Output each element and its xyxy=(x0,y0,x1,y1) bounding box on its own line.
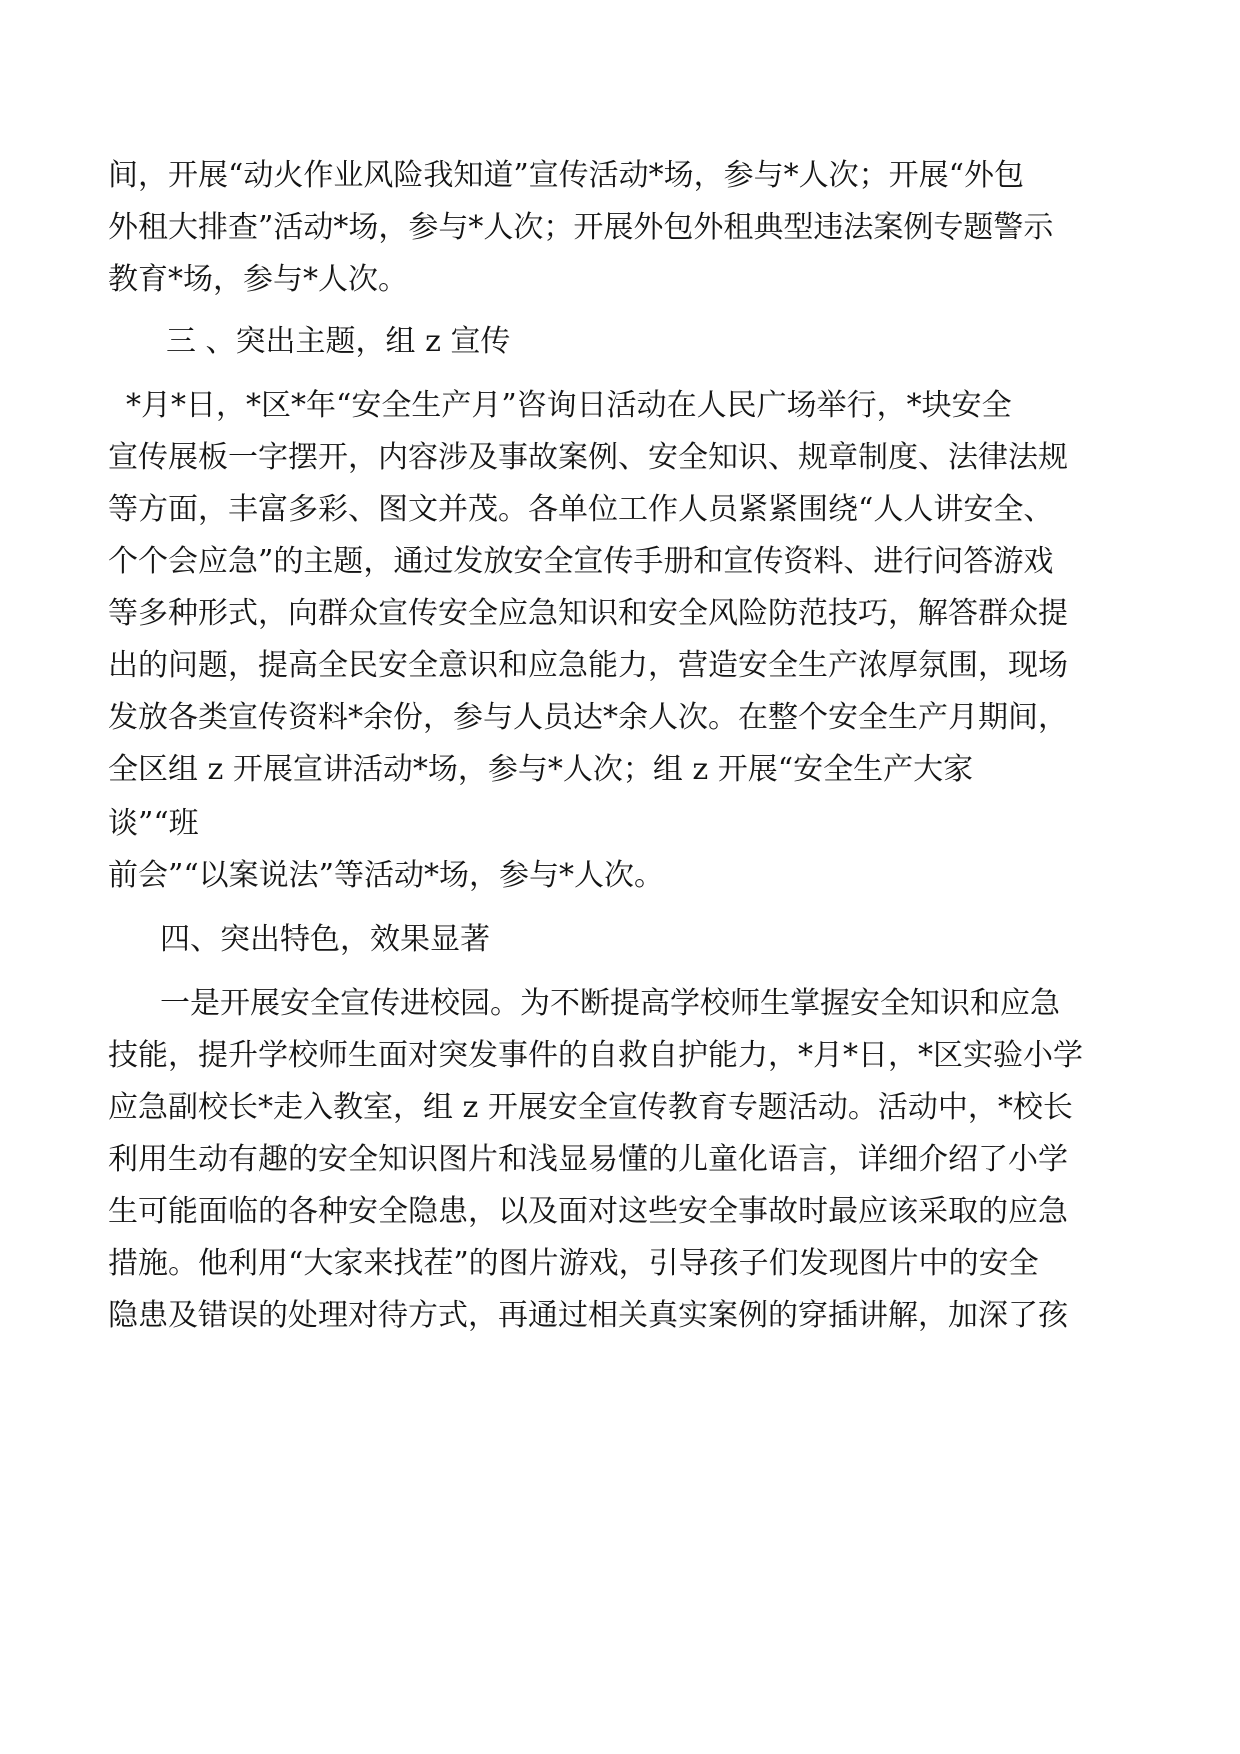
section-heading-4: 四、突出特色，效果显著 xyxy=(160,922,490,957)
text-line: 利用生动有趣的安全知识图片和浅显易懂的儿童化语言，详细介绍了小学 xyxy=(108,1142,1068,1177)
text-line: 应急副校长*走入教室，组 z 开展安全宣传教育专题活动。活动中，*校长 xyxy=(108,1090,1073,1125)
text-line: 隐患及错误的处理对待方式，再通过相关真实案例的穿插讲解，加深了孩 xyxy=(108,1298,1068,1333)
text-line: 前会”“以案说法”等活动*场，参与*人次。 xyxy=(108,858,665,893)
text-line: 谈”“班 xyxy=(108,806,199,841)
text-line: 出的问题，提高全民安全意识和应急能力，营造安全生产浓厚氛围，现场 xyxy=(108,648,1068,683)
text-line: 一是开展安全宣传进校园。为不断提高学校师生掌握安全知识和应急 xyxy=(160,986,1060,1021)
text-line: 等多种形式，向群众宣传安全应急知识和安全风险防范技巧，解答群众提 xyxy=(108,596,1068,631)
section-heading-3: 三 、突出主题，组 z 宣传 xyxy=(166,324,511,359)
text-line: 间，开展“动火作业风险我知道”宣传活动*场，参与*人次；开展“外包 xyxy=(108,158,1025,193)
text-line: *月*日，*区*年“安全生产月”咨询日活动在人民广场举行，*块安全 xyxy=(126,388,1012,423)
text-line: 技能，提升学校师生面对突发事件的自救自护能力，*月*日，*区实验小学 xyxy=(108,1038,1083,1073)
text-line: 个个会应急”的主题，通过发放安全宣传手册和宣传资料、进行问答游戏 xyxy=(108,544,1054,579)
text-line: 生可能面临的各种安全隐患，以及面对这些安全事故时最应该采取的应急 xyxy=(108,1194,1068,1229)
text-line: 全区组 z 开展宣讲活动*场，参与*人次；组 z 开展“安全生产大家 xyxy=(108,752,974,787)
text-line: 措施。他利用“大家来找茬”的图片游戏，引导孩子们发现图片中的安全 xyxy=(108,1246,1039,1281)
text-line: 外租大排查”活动*场，参与*人次；开展外包外租典型违法案例专题警示 xyxy=(108,210,1054,245)
text-line: 教育*场，参与*人次。 xyxy=(108,262,408,297)
text-line: 发放各类宣传资料*余份，参与人员达*余人次。在整个安全生产月期间， xyxy=(108,700,1068,735)
text-line: 等方面，丰富多彩、图文并茂。各单位工作人员紧紧围绕“人人讲安全、 xyxy=(108,492,1054,527)
text-line: 宣传展板一字摆开，内容涉及事故案例、安全知识、规章制度、法律法规 xyxy=(108,440,1068,475)
